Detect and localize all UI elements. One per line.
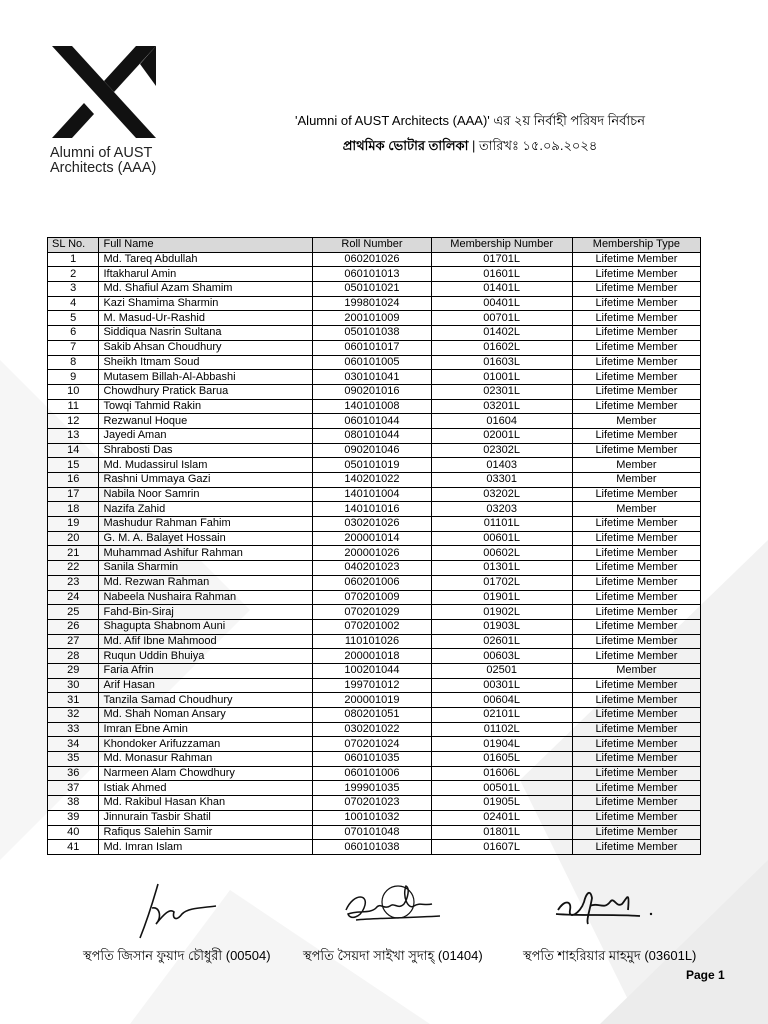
cell-sl-no: 37 xyxy=(48,781,99,796)
cell-membership-type: Lifetime Member xyxy=(572,810,700,825)
document-header xyxy=(270,112,670,155)
table-row xyxy=(48,693,701,708)
signatory-2-name: স্থপতি সৈয়দা সাইখা সুদাহ্ (01404) xyxy=(303,948,483,963)
table-row xyxy=(48,531,701,546)
cell-sl-no: 39 xyxy=(48,810,99,825)
cell-roll-number: 200001026 xyxy=(313,546,431,561)
cell-sl-no: 1 xyxy=(48,252,99,267)
cell-full-name: Narmeen Alam Chowdhury xyxy=(99,766,313,781)
cell-membership-number: 00602L xyxy=(431,546,572,561)
cell-full-name: Mutasem Billah-Al-Abbashi xyxy=(99,370,313,385)
cell-membership-number: 01301L xyxy=(431,561,572,576)
cell-roll-number: 140101008 xyxy=(313,399,431,414)
cell-membership-type: Lifetime Member xyxy=(572,590,700,605)
table-row xyxy=(48,752,701,767)
header-sl-no: SL No. xyxy=(48,238,99,253)
cell-roll-number: 060101017 xyxy=(313,340,431,355)
table-row xyxy=(48,399,701,414)
table-row xyxy=(48,634,701,649)
cell-roll-number: 080201051 xyxy=(313,708,431,723)
cell-sl-no: 23 xyxy=(48,575,99,590)
cell-roll-number: 030101041 xyxy=(313,370,431,385)
cell-membership-number: 01604 xyxy=(431,414,572,429)
cell-full-name: Sakib Ahsan Choudhury xyxy=(99,340,313,355)
cell-full-name: Sanila Sharmin xyxy=(99,561,313,576)
cell-sl-no: 31 xyxy=(48,693,99,708)
cell-roll-number: 199801024 xyxy=(313,296,431,311)
cell-sl-no: 20 xyxy=(48,531,99,546)
cell-membership-type: Lifetime Member xyxy=(572,693,700,708)
cell-membership-number: 01001L xyxy=(431,370,572,385)
table-row xyxy=(48,355,701,370)
table-row xyxy=(48,340,701,355)
cell-membership-number: 02301L xyxy=(431,384,572,399)
cell-membership-number: 01403 xyxy=(431,458,572,473)
cell-full-name: Jinnurain Tasbir Shatil xyxy=(99,810,313,825)
cell-sl-no: 29 xyxy=(48,663,99,678)
cell-roll-number: 060101013 xyxy=(313,267,431,282)
header-membership-type: Membership Type xyxy=(572,238,700,253)
cell-roll-number: 060101044 xyxy=(313,414,431,429)
cell-membership-type: Lifetime Member xyxy=(572,282,700,297)
cell-sl-no: 13 xyxy=(48,428,99,443)
cell-membership-number: 03201L xyxy=(431,399,572,414)
cell-membership-type: Lifetime Member xyxy=(572,737,700,752)
cell-membership-type: Lifetime Member xyxy=(572,311,700,326)
cell-membership-number: 00601L xyxy=(431,531,572,546)
cell-full-name: Kazi Shamima Sharmin xyxy=(99,296,313,311)
cell-full-name: Md. Afif Ibne Mahmood xyxy=(99,634,313,649)
cell-sl-no: 38 xyxy=(48,796,99,811)
cell-sl-no: 25 xyxy=(48,605,99,620)
cell-membership-type: Lifetime Member xyxy=(572,619,700,634)
cell-full-name: Mashudur Rahman Fahim xyxy=(99,517,313,532)
cell-roll-number: 199901035 xyxy=(313,781,431,796)
cell-sl-no: 30 xyxy=(48,678,99,693)
cell-membership-type: Lifetime Member xyxy=(572,766,700,781)
cell-roll-number: 100201044 xyxy=(313,663,431,678)
table-row xyxy=(48,649,701,664)
cell-sl-no: 40 xyxy=(48,825,99,840)
cell-membership-type: Lifetime Member xyxy=(572,428,700,443)
cell-sl-no: 35 xyxy=(48,752,99,767)
cell-sl-no: 7 xyxy=(48,340,99,355)
cell-membership-number: 02001L xyxy=(431,428,572,443)
cell-membership-number: 01801L xyxy=(431,825,572,840)
cell-membership-type: Lifetime Member xyxy=(572,752,700,767)
cell-sl-no: 33 xyxy=(48,722,99,737)
cell-membership-type: Lifetime Member xyxy=(572,399,700,414)
cell-roll-number: 070201023 xyxy=(313,796,431,811)
cell-roll-number: 090201046 xyxy=(313,443,431,458)
cell-membership-number: 03203 xyxy=(431,502,572,517)
cell-full-name: Nazifa Zahid xyxy=(99,502,313,517)
table-row xyxy=(48,605,701,620)
cell-full-name: Fahd-Bin-Siraj xyxy=(99,605,313,620)
cell-roll-number: 200101009 xyxy=(313,311,431,326)
cell-roll-number: 200001018 xyxy=(313,649,431,664)
cell-membership-type: Lifetime Member xyxy=(572,634,700,649)
cell-membership-number: 01605L xyxy=(431,752,572,767)
cell-membership-number: 01601L xyxy=(431,267,572,282)
cell-full-name: Rafiqus Salehin Samir xyxy=(99,825,313,840)
cell-membership-number: 01606L xyxy=(431,766,572,781)
table-row xyxy=(48,311,701,326)
table-row xyxy=(48,737,701,752)
cell-sl-no: 34 xyxy=(48,737,99,752)
cell-membership-type: Lifetime Member xyxy=(572,517,700,532)
cell-membership-type: Member xyxy=(572,663,700,678)
cell-roll-number: 070201024 xyxy=(313,737,431,752)
cell-sl-no: 11 xyxy=(48,399,99,414)
cell-roll-number: 060101005 xyxy=(313,355,431,370)
cell-sl-no: 2 xyxy=(48,267,99,282)
cell-membership-type: Lifetime Member xyxy=(572,531,700,546)
cell-sl-no: 14 xyxy=(48,443,99,458)
table-row xyxy=(48,546,701,561)
cell-roll-number: 110101026 xyxy=(313,634,431,649)
cell-membership-type: Lifetime Member xyxy=(572,267,700,282)
cell-full-name: Md. Shafiul Azam Shamim xyxy=(99,282,313,297)
cell-membership-type: Member xyxy=(572,414,700,429)
cell-membership-number: 01905L xyxy=(431,796,572,811)
cell-membership-type: Lifetime Member xyxy=(572,487,700,502)
cell-membership-type: Lifetime Member xyxy=(572,840,700,855)
table-row xyxy=(48,370,701,385)
table-row xyxy=(48,781,701,796)
cell-full-name: Muhammad Ashifur Rahman xyxy=(99,546,313,561)
table-row xyxy=(48,796,701,811)
cell-membership-number: 01902L xyxy=(431,605,572,620)
cell-membership-number: 02501 xyxy=(431,663,572,678)
list-date: | তারিখঃ ১৫.০৯.২০২৪ xyxy=(468,138,598,153)
cell-roll-number: 100101032 xyxy=(313,810,431,825)
table-row xyxy=(48,326,701,341)
signature-1-icon xyxy=(130,878,220,942)
cell-full-name: Md. Monasur Rahman xyxy=(99,752,313,767)
cell-membership-type: Lifetime Member xyxy=(572,678,700,693)
cell-full-name: Md. Imran Islam xyxy=(99,840,313,855)
cell-roll-number: 070201002 xyxy=(313,619,431,634)
cell-membership-number: 01402L xyxy=(431,326,572,341)
cell-sl-no: 32 xyxy=(48,708,99,723)
cell-membership-number: 01602L xyxy=(431,340,572,355)
table-row xyxy=(48,561,701,576)
cell-membership-type: Lifetime Member xyxy=(572,825,700,840)
cell-membership-number: 02401L xyxy=(431,810,572,825)
cell-full-name: Tanzila Samad Choudhury xyxy=(99,693,313,708)
cell-membership-number: 03202L xyxy=(431,487,572,502)
voter-table-body xyxy=(48,252,701,854)
cell-membership-type: Member xyxy=(572,473,700,488)
cell-full-name: Nabeela Nushaira Rahman xyxy=(99,590,313,605)
cell-membership-type: Lifetime Member xyxy=(572,649,700,664)
cell-membership-number: 01904L xyxy=(431,737,572,752)
signatory-3-name: স্থপতি শাহরিয়ার মাহমুদ (03601L) xyxy=(523,948,697,963)
table-row xyxy=(48,722,701,737)
cell-membership-type: Lifetime Member xyxy=(572,340,700,355)
cell-membership-number: 00603L xyxy=(431,649,572,664)
cell-roll-number: 050101021 xyxy=(313,282,431,297)
table-row xyxy=(48,473,701,488)
table-row xyxy=(48,502,701,517)
table-row xyxy=(48,590,701,605)
cell-roll-number: 070201009 xyxy=(313,590,431,605)
cell-sl-no: 8 xyxy=(48,355,99,370)
signatory-1-name: স্থপতি জিসান ফুয়াদ চৌধুরী (00504) xyxy=(83,948,271,963)
cell-membership-type: Lifetime Member xyxy=(572,796,700,811)
cell-full-name: Khondoker Arifuzzaman xyxy=(99,737,313,752)
cell-membership-number: 01401L xyxy=(431,282,572,297)
cell-membership-number: 00701L xyxy=(431,311,572,326)
cell-sl-no: 4 xyxy=(48,296,99,311)
cell-sl-no: 19 xyxy=(48,517,99,532)
cell-sl-no: 21 xyxy=(48,546,99,561)
cell-sl-no: 12 xyxy=(48,414,99,429)
table-row xyxy=(48,384,701,399)
cell-membership-type: Lifetime Member xyxy=(572,296,700,311)
cell-sl-no: 24 xyxy=(48,590,99,605)
logo-text-line2: Architects (AAA) xyxy=(50,160,157,176)
cell-full-name: Nabila Noor Samrin xyxy=(99,487,313,502)
cell-roll-number: 040201023 xyxy=(313,561,431,576)
cell-sl-no: 27 xyxy=(48,634,99,649)
cell-sl-no: 17 xyxy=(48,487,99,502)
cell-membership-number: 03301 xyxy=(431,473,572,488)
cell-membership-type: Lifetime Member xyxy=(572,384,700,399)
cell-membership-type: Lifetime Member xyxy=(572,326,700,341)
cell-roll-number: 090201016 xyxy=(313,384,431,399)
table-row xyxy=(48,825,701,840)
cell-full-name: Ruqun Uddin Bhuiya xyxy=(99,649,313,664)
cell-membership-number: 01702L xyxy=(431,575,572,590)
cell-full-name: Md. Rezwan Rahman xyxy=(99,575,313,590)
cell-membership-type: Lifetime Member xyxy=(572,561,700,576)
cell-full-name: Istiak Ahmed xyxy=(99,781,313,796)
cell-membership-type: Lifetime Member xyxy=(572,443,700,458)
cell-full-name: Jayedi Aman xyxy=(99,428,313,443)
cell-roll-number: 060101035 xyxy=(313,752,431,767)
cell-membership-number: 01701L xyxy=(431,252,572,267)
cell-roll-number: 060101038 xyxy=(313,840,431,855)
table-row xyxy=(48,443,701,458)
cell-sl-no: 22 xyxy=(48,561,99,576)
cell-sl-no: 10 xyxy=(48,384,99,399)
cell-membership-type: Lifetime Member xyxy=(572,708,700,723)
table-row xyxy=(48,296,701,311)
header-roll-number: Roll Number xyxy=(313,238,431,253)
cell-full-name: G. M. A. Balayet Hossain xyxy=(99,531,313,546)
cell-roll-number: 070101048 xyxy=(313,825,431,840)
cell-full-name: Towqi Tahmid Rakin xyxy=(99,399,313,414)
cell-roll-number: 080101044 xyxy=(313,428,431,443)
cell-membership-type: Member xyxy=(572,502,700,517)
cell-sl-no: 18 xyxy=(48,502,99,517)
cell-membership-type: Lifetime Member xyxy=(572,722,700,737)
cell-membership-type: Lifetime Member xyxy=(572,575,700,590)
cell-membership-type: Lifetime Member xyxy=(572,781,700,796)
signature-2-icon xyxy=(336,880,446,932)
cell-roll-number: 060201006 xyxy=(313,575,431,590)
cell-sl-no: 6 xyxy=(48,326,99,341)
cell-membership-number: 02101L xyxy=(431,708,572,723)
cell-membership-type: Lifetime Member xyxy=(572,546,700,561)
cell-full-name: Chowdhury Pratick Barua xyxy=(99,384,313,399)
cell-full-name: Arif Hasan xyxy=(99,678,313,693)
cell-full-name: Faria Afrin xyxy=(99,663,313,678)
header-full-name: Full Name xyxy=(99,238,313,253)
cell-membership-number: 01101L xyxy=(431,517,572,532)
cell-full-name: Shagupta Shabnom Auni xyxy=(99,619,313,634)
cell-roll-number: 070201029 xyxy=(313,605,431,620)
cell-full-name: Rezwanul Hoque xyxy=(99,414,313,429)
cell-roll-number: 050101038 xyxy=(313,326,431,341)
cell-sl-no: 3 xyxy=(48,282,99,297)
table-row xyxy=(48,840,701,855)
cell-full-name: M. Masud-Ur-Rashid xyxy=(99,311,313,326)
voter-table-header-row xyxy=(48,238,701,253)
cell-roll-number: 030201026 xyxy=(313,517,431,532)
cell-roll-number: 050101019 xyxy=(313,458,431,473)
table-row xyxy=(48,708,701,723)
cell-roll-number: 140101016 xyxy=(313,502,431,517)
cell-full-name: Iftakharul Amin xyxy=(99,267,313,282)
table-row xyxy=(48,619,701,634)
table-row xyxy=(48,267,701,282)
cell-sl-no: 36 xyxy=(48,766,99,781)
table-row xyxy=(48,428,701,443)
table-row xyxy=(48,517,701,532)
list-title-line xyxy=(270,137,670,155)
cell-membership-number: 02601L xyxy=(431,634,572,649)
cell-membership-number: 01603L xyxy=(431,355,572,370)
cell-full-name: Md. Rakibul Hasan Khan xyxy=(99,796,313,811)
cell-roll-number: 060201026 xyxy=(313,252,431,267)
table-row xyxy=(48,282,701,297)
cell-membership-type: Lifetime Member xyxy=(572,605,700,620)
cell-sl-no: 26 xyxy=(48,619,99,634)
table-row xyxy=(48,252,701,267)
cell-membership-number: 02302L xyxy=(431,443,572,458)
cell-membership-type: Lifetime Member xyxy=(572,252,700,267)
cell-membership-number: 00301L xyxy=(431,678,572,693)
cell-roll-number: 030201022 xyxy=(313,722,431,737)
signature-3-icon xyxy=(550,880,660,932)
table-row xyxy=(48,414,701,429)
header-membership-number: Membership Number xyxy=(431,238,572,253)
cell-membership-number: 01607L xyxy=(431,840,572,855)
cell-membership-number: 01903L xyxy=(431,619,572,634)
table-row xyxy=(48,663,701,678)
cell-roll-number: 200001019 xyxy=(313,693,431,708)
cell-membership-number: 00401L xyxy=(431,296,572,311)
cell-roll-number: 140101004 xyxy=(313,487,431,502)
cell-full-name: Imran Ebne Amin xyxy=(99,722,313,737)
cell-full-name: Rashni Ummaya Gazi xyxy=(99,473,313,488)
cell-full-name: Sheikh Itmam Soud xyxy=(99,355,313,370)
cell-sl-no: 9 xyxy=(48,370,99,385)
table-row xyxy=(48,575,701,590)
cell-roll-number: 200001014 xyxy=(313,531,431,546)
cell-sl-no: 28 xyxy=(48,649,99,664)
cell-full-name: Siddiqua Nasrin Sultana xyxy=(99,326,313,341)
election-title: 'Alumni of AUST Architects (AAA)' এর ২য় নির্বাহী পরিষদ নির্বাচন xyxy=(295,113,645,128)
cell-sl-no: 16 xyxy=(48,473,99,488)
cell-membership-number: 00604L xyxy=(431,693,572,708)
list-title: প্রাথমিক ভোটার তালিকা xyxy=(342,138,469,153)
cell-full-name: Md. Mudassirul Islam xyxy=(99,458,313,473)
cell-membership-number: 01102L xyxy=(431,722,572,737)
cell-membership-type: Lifetime Member xyxy=(572,370,700,385)
table-row xyxy=(48,458,701,473)
cell-sl-no: 41 xyxy=(48,840,99,855)
logo-text-line1: Alumni of AUST xyxy=(50,145,153,161)
cell-sl-no: 5 xyxy=(48,311,99,326)
table-row xyxy=(48,678,701,693)
cell-membership-type: Member xyxy=(572,458,700,473)
cell-membership-type: Lifetime Member xyxy=(572,355,700,370)
cell-sl-no: 15 xyxy=(48,458,99,473)
cell-roll-number: 140201022 xyxy=(313,473,431,488)
cell-membership-number: 01901L xyxy=(431,590,572,605)
cell-roll-number: 199701012 xyxy=(313,678,431,693)
voter-table xyxy=(47,237,701,855)
aaa-logo xyxy=(50,42,162,176)
table-row xyxy=(48,810,701,825)
cell-membership-number: 00501L xyxy=(431,781,572,796)
table-row xyxy=(48,766,701,781)
cell-full-name: Md. Tareq Abdullah xyxy=(99,252,313,267)
cell-full-name: Md. Shah Noman Ansary xyxy=(99,708,313,723)
cell-full-name: Shrabosti Das xyxy=(99,443,313,458)
table-row xyxy=(48,487,701,502)
cell-roll-number: 060101006 xyxy=(313,766,431,781)
page-number: Page 1 xyxy=(686,968,725,982)
aaa-logo-mark-icon xyxy=(50,42,158,142)
